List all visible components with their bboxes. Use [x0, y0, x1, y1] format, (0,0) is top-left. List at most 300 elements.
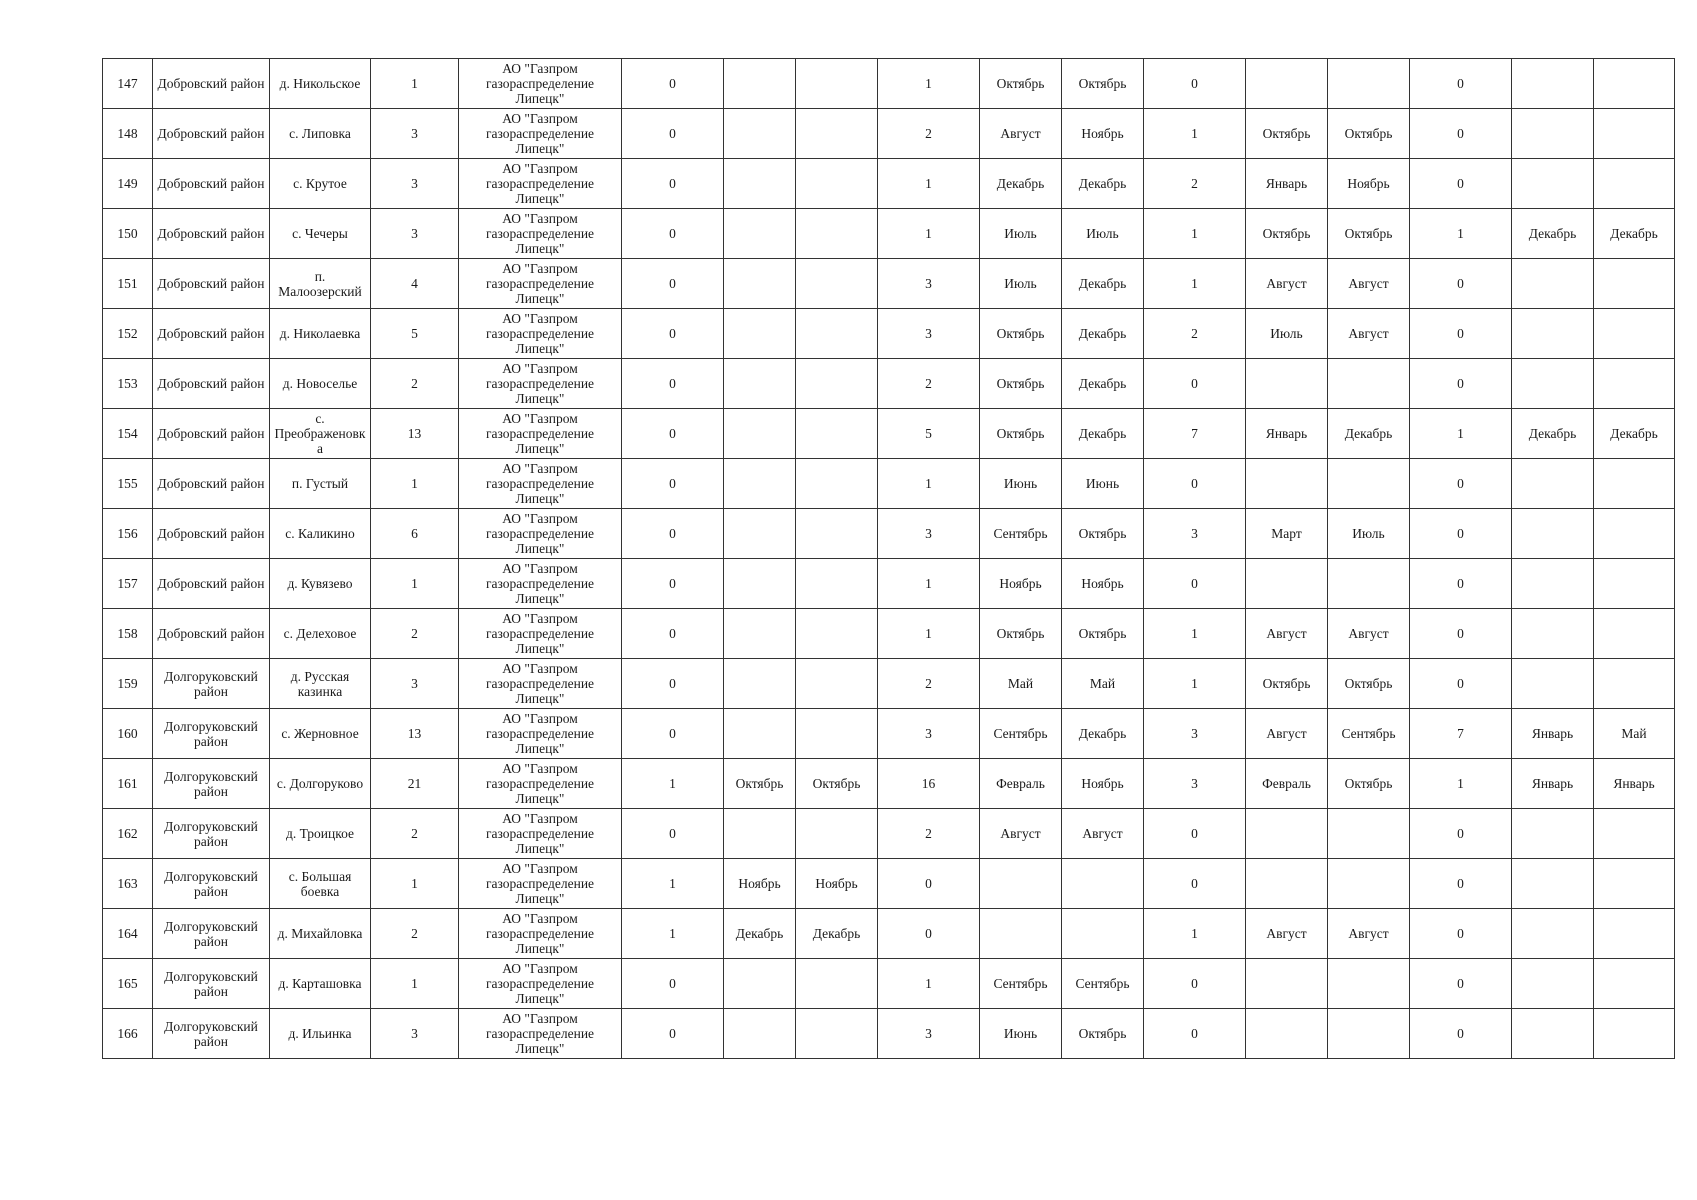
cell-stage3-end: Декабрь	[1328, 409, 1410, 459]
cell-stage1-start	[724, 259, 796, 309]
cell-stage2-count: 2	[878, 809, 980, 859]
cell-stage3-start: Август	[1246, 909, 1328, 959]
cell-stage2-start: Октябрь	[980, 59, 1062, 109]
cell-stage3-count: 1	[1144, 609, 1246, 659]
cell-settlement: с. Чечеры	[270, 209, 371, 259]
cell-row-number: 152	[103, 309, 153, 359]
cell-stage3-start: Февраль	[1246, 759, 1328, 809]
cell-total-count: 3	[371, 209, 459, 259]
cell-stage3-count: 0	[1144, 359, 1246, 409]
cell-stage2-start: Май	[980, 659, 1062, 709]
cell-stage3-start	[1246, 959, 1328, 1009]
cell-stage1-start	[724, 309, 796, 359]
cell-settlement: с. Большая боевка	[270, 859, 371, 909]
cell-organization: АО "Газпром газораспределение Липецк"	[459, 909, 622, 959]
cell-stage3-count: 0	[1144, 809, 1246, 859]
cell-settlement: д. Троицкое	[270, 809, 371, 859]
cell-stage1-count: 0	[622, 559, 724, 609]
cell-stage3-end: Октябрь	[1328, 209, 1410, 259]
cell-organization: АО "Газпром газораспределение Липецк"	[459, 59, 622, 109]
cell-settlement: д. Николаевка	[270, 309, 371, 359]
cell-stage2-start: Ноябрь	[980, 559, 1062, 609]
cell-stage2-end: Октябрь	[1062, 609, 1144, 659]
cell-organization: АО "Газпром газораспределение Липецк"	[459, 609, 622, 659]
cell-organization: АО "Газпром газораспределение Липецк"	[459, 209, 622, 259]
cell-stage2-count: 2	[878, 109, 980, 159]
cell-stage1-end: Ноябрь	[796, 859, 878, 909]
cell-stage1-start	[724, 509, 796, 559]
cell-stage2-end: Декабрь	[1062, 409, 1144, 459]
cell-stage4-start	[1512, 309, 1594, 359]
cell-settlement: с. Липовка	[270, 109, 371, 159]
cell-stage2-count: 3	[878, 1009, 980, 1059]
cell-stage4-count: 0	[1410, 959, 1512, 1009]
cell-stage1-count: 1	[622, 759, 724, 809]
cell-stage2-end: Декабрь	[1062, 159, 1144, 209]
cell-stage4-end	[1594, 309, 1675, 359]
cell-stage2-start: Июль	[980, 259, 1062, 309]
cell-stage1-end	[796, 459, 878, 509]
cell-total-count: 2	[371, 359, 459, 409]
cell-stage3-end	[1328, 359, 1410, 409]
cell-stage3-count: 3	[1144, 509, 1246, 559]
cell-stage2-end: Декабрь	[1062, 259, 1144, 309]
cell-stage3-start	[1246, 1009, 1328, 1059]
table-row	[103, 509, 1675, 559]
cell-stage4-start: Январь	[1512, 759, 1594, 809]
table-row	[103, 759, 1675, 809]
table-row	[103, 309, 1675, 359]
cell-stage4-count: 1	[1410, 759, 1512, 809]
cell-district: Добровский район	[153, 509, 270, 559]
cell-stage4-end: Декабрь	[1594, 209, 1675, 259]
cell-organization: АО "Газпром газораспределение Липецк"	[459, 159, 622, 209]
cell-stage4-start	[1512, 109, 1594, 159]
cell-total-count: 3	[371, 659, 459, 709]
cell-stage2-count: 0	[878, 909, 980, 959]
cell-row-number: 155	[103, 459, 153, 509]
cell-district: Долгоруковский район	[153, 859, 270, 909]
cell-stage2-count: 5	[878, 409, 980, 459]
cell-stage1-count: 0	[622, 159, 724, 209]
cell-stage4-count: 0	[1410, 359, 1512, 409]
cell-row-number: 166	[103, 1009, 153, 1059]
cell-stage1-end	[796, 59, 878, 109]
cell-stage3-count: 0	[1144, 1009, 1246, 1059]
cell-organization: АО "Газпром газораспределение Липецк"	[459, 859, 622, 909]
cell-stage2-start: Сентябрь	[980, 959, 1062, 1009]
cell-stage4-start	[1512, 909, 1594, 959]
cell-stage3-end: Ноябрь	[1328, 159, 1410, 209]
cell-settlement: с. Крутое	[270, 159, 371, 209]
cell-settlement: д. Ильинка	[270, 1009, 371, 1059]
cell-stage4-count: 7	[1410, 709, 1512, 759]
cell-stage4-count: 0	[1410, 59, 1512, 109]
cell-stage4-end	[1594, 259, 1675, 309]
cell-stage1-count: 0	[622, 609, 724, 659]
cell-stage2-count: 3	[878, 709, 980, 759]
cell-stage1-count: 1	[622, 859, 724, 909]
cell-stage4-start	[1512, 959, 1594, 1009]
cell-stage1-count: 0	[622, 509, 724, 559]
cell-stage4-end	[1594, 109, 1675, 159]
cell-stage3-end	[1328, 1009, 1410, 1059]
cell-stage3-count: 3	[1144, 709, 1246, 759]
cell-district: Добровский район	[153, 559, 270, 609]
cell-stage1-start	[724, 1009, 796, 1059]
cell-stage2-count: 3	[878, 509, 980, 559]
cell-stage1-start	[724, 709, 796, 759]
cell-stage2-start	[980, 859, 1062, 909]
cell-stage3-end	[1328, 559, 1410, 609]
cell-organization: АО "Газпром газораспределение Липецк"	[459, 959, 622, 1009]
cell-stage3-end: Август	[1328, 909, 1410, 959]
cell-stage4-count: 0	[1410, 809, 1512, 859]
cell-stage3-count: 1	[1144, 909, 1246, 959]
cell-stage3-end: Август	[1328, 259, 1410, 309]
cell-district: Добровский район	[153, 609, 270, 659]
cell-stage1-end	[796, 159, 878, 209]
cell-district: Добровский район	[153, 59, 270, 109]
cell-stage4-end: Январь	[1594, 759, 1675, 809]
cell-stage4-end	[1594, 459, 1675, 509]
cell-total-count: 2	[371, 809, 459, 859]
cell-stage1-count: 0	[622, 209, 724, 259]
cell-stage4-start	[1512, 609, 1594, 659]
cell-row-number: 164	[103, 909, 153, 959]
cell-settlement: с. Делеховое	[270, 609, 371, 659]
cell-stage4-start	[1512, 1009, 1594, 1059]
cell-row-number: 154	[103, 409, 153, 459]
cell-stage2-end: Июль	[1062, 209, 1144, 259]
cell-stage2-count: 1	[878, 59, 980, 109]
cell-stage1-count: 0	[622, 259, 724, 309]
cell-stage3-start: Октябрь	[1246, 659, 1328, 709]
cell-organization: АО "Газпром газораспределение Липецк"	[459, 459, 622, 509]
cell-row-number: 160	[103, 709, 153, 759]
cell-stage3-end	[1328, 959, 1410, 1009]
cell-stage4-end	[1594, 609, 1675, 659]
cell-stage2-start: Февраль	[980, 759, 1062, 809]
cell-stage4-start	[1512, 159, 1594, 209]
cell-stage2-end: Май	[1062, 659, 1144, 709]
cell-stage2-count: 1	[878, 559, 980, 609]
cell-stage4-count: 0	[1410, 459, 1512, 509]
cell-stage2-start: Июнь	[980, 1009, 1062, 1059]
cell-stage4-count: 0	[1410, 1009, 1512, 1059]
table-row	[103, 359, 1675, 409]
cell-stage1-end	[796, 209, 878, 259]
cell-stage1-start: Ноябрь	[724, 859, 796, 909]
cell-organization: АО "Газпром газораспределение Липецк"	[459, 809, 622, 859]
cell-stage4-start	[1512, 659, 1594, 709]
cell-stage2-end: Декабрь	[1062, 709, 1144, 759]
cell-stage4-end	[1594, 359, 1675, 409]
cell-stage4-end	[1594, 659, 1675, 709]
table-row	[103, 59, 1675, 109]
cell-stage3-count: 1	[1144, 109, 1246, 159]
cell-district: Добровский район	[153, 309, 270, 359]
cell-settlement: д. Русская казинка	[270, 659, 371, 709]
cell-organization: АО "Газпром газораспределение Липецк"	[459, 359, 622, 409]
cell-stage4-start	[1512, 459, 1594, 509]
cell-stage3-start: Январь	[1246, 159, 1328, 209]
cell-total-count: 1	[371, 559, 459, 609]
table-row	[103, 409, 1675, 459]
cell-settlement: д. Кувязево	[270, 559, 371, 609]
cell-stage4-start	[1512, 509, 1594, 559]
cell-stage4-count: 0	[1410, 259, 1512, 309]
cell-stage1-end	[796, 259, 878, 309]
cell-stage3-end: Октябрь	[1328, 659, 1410, 709]
table-row	[103, 259, 1675, 309]
cell-stage1-count: 0	[622, 459, 724, 509]
cell-row-number: 156	[103, 509, 153, 559]
cell-stage2-end: Ноябрь	[1062, 109, 1144, 159]
cell-total-count: 6	[371, 509, 459, 559]
cell-stage1-count: 0	[622, 409, 724, 459]
table-row	[103, 1009, 1675, 1059]
cell-total-count: 4	[371, 259, 459, 309]
cell-stage3-start	[1246, 809, 1328, 859]
cell-stage4-end	[1594, 1009, 1675, 1059]
cell-stage3-start: Июль	[1246, 309, 1328, 359]
table-row	[103, 459, 1675, 509]
cell-stage1-count: 0	[622, 109, 724, 159]
cell-district: Долгоруковский район	[153, 959, 270, 1009]
cell-settlement: с. Каликино	[270, 509, 371, 559]
cell-stage3-start	[1246, 359, 1328, 409]
cell-organization: АО "Газпром газораспределение Липецк"	[459, 1009, 622, 1059]
cell-total-count: 2	[371, 609, 459, 659]
cell-stage4-count: 0	[1410, 859, 1512, 909]
cell-stage2-end: Ноябрь	[1062, 559, 1144, 609]
cell-stage2-end: Октябрь	[1062, 509, 1144, 559]
cell-stage4-end	[1594, 509, 1675, 559]
cell-stage1-end	[796, 309, 878, 359]
cell-stage1-count: 0	[622, 359, 724, 409]
cell-stage4-end: Май	[1594, 709, 1675, 759]
cell-stage1-end	[796, 709, 878, 759]
cell-district: Долгоруковский район	[153, 759, 270, 809]
cell-stage3-count: 0	[1144, 959, 1246, 1009]
table-row	[103, 959, 1675, 1009]
cell-district: Долгоруковский район	[153, 1009, 270, 1059]
cell-stage1-end	[796, 959, 878, 1009]
cell-stage1-start	[724, 159, 796, 209]
cell-total-count: 5	[371, 309, 459, 359]
cell-row-number: 165	[103, 959, 153, 1009]
cell-stage2-count: 16	[878, 759, 980, 809]
cell-stage2-end: Сентябрь	[1062, 959, 1144, 1009]
cell-organization: АО "Газпром газораспределение Липецк"	[459, 509, 622, 559]
cell-district: Добровский район	[153, 159, 270, 209]
cell-stage3-end: Август	[1328, 309, 1410, 359]
cell-stage4-start	[1512, 359, 1594, 409]
cell-total-count: 1	[371, 959, 459, 1009]
cell-stage2-start: Октябрь	[980, 409, 1062, 459]
cell-total-count: 3	[371, 159, 459, 209]
cell-stage4-count: 0	[1410, 159, 1512, 209]
cell-district: Добровский район	[153, 359, 270, 409]
table-row	[103, 909, 1675, 959]
table-row	[103, 209, 1675, 259]
cell-stage3-count: 0	[1144, 59, 1246, 109]
cell-total-count: 3	[371, 1009, 459, 1059]
cell-stage1-end: Октябрь	[796, 759, 878, 809]
cell-stage3-count: 1	[1144, 209, 1246, 259]
cell-row-number: 153	[103, 359, 153, 409]
cell-stage1-start	[724, 609, 796, 659]
cell-row-number: 163	[103, 859, 153, 909]
cell-stage1-start	[724, 809, 796, 859]
cell-stage1-end	[796, 559, 878, 609]
cell-stage4-end	[1594, 59, 1675, 109]
cell-stage2-end: Декабрь	[1062, 359, 1144, 409]
cell-stage1-end	[796, 359, 878, 409]
cell-row-number: 151	[103, 259, 153, 309]
cell-stage4-start	[1512, 859, 1594, 909]
cell-stage1-end	[796, 509, 878, 559]
cell-total-count: 13	[371, 409, 459, 459]
cell-stage1-count: 0	[622, 659, 724, 709]
cell-district: Добровский район	[153, 209, 270, 259]
table-row	[103, 159, 1675, 209]
cell-stage3-start: Август	[1246, 609, 1328, 659]
cell-row-number: 147	[103, 59, 153, 109]
cell-stage2-end	[1062, 859, 1144, 909]
cell-stage2-count: 0	[878, 859, 980, 909]
gasification-schedule-table	[102, 58, 1675, 1059]
cell-stage3-end	[1328, 59, 1410, 109]
cell-stage3-start	[1246, 859, 1328, 909]
cell-settlement: д. Новоселье	[270, 359, 371, 409]
cell-stage2-count: 1	[878, 159, 980, 209]
cell-organization: АО "Газпром газораспределение Липецк"	[459, 559, 622, 609]
cell-stage3-end: Сентябрь	[1328, 709, 1410, 759]
cell-stage1-count: 0	[622, 309, 724, 359]
cell-stage4-count: 0	[1410, 659, 1512, 709]
table-row	[103, 109, 1675, 159]
cell-stage3-start: Январь	[1246, 409, 1328, 459]
cell-settlement: с. Преображеновка	[270, 409, 371, 459]
cell-stage2-count: 2	[878, 659, 980, 709]
cell-stage4-end: Декабрь	[1594, 409, 1675, 459]
cell-total-count: 21	[371, 759, 459, 809]
cell-stage3-start: Март	[1246, 509, 1328, 559]
cell-organization: АО "Газпром газораспределение Липецк"	[459, 109, 622, 159]
cell-stage2-start	[980, 909, 1062, 959]
cell-stage1-end	[796, 409, 878, 459]
cell-stage3-end	[1328, 859, 1410, 909]
cell-settlement: с. Жерновное	[270, 709, 371, 759]
cell-stage3-start: Октябрь	[1246, 209, 1328, 259]
cell-row-number: 158	[103, 609, 153, 659]
cell-stage4-count: 0	[1410, 909, 1512, 959]
cell-stage2-start: Декабрь	[980, 159, 1062, 209]
cell-settlement: д. Карташовка	[270, 959, 371, 1009]
cell-row-number: 150	[103, 209, 153, 259]
cell-stage1-end	[796, 659, 878, 709]
cell-row-number: 148	[103, 109, 153, 159]
cell-stage4-start: Январь	[1512, 709, 1594, 759]
cell-stage2-count: 1	[878, 959, 980, 1009]
cell-stage2-start: Август	[980, 109, 1062, 159]
cell-row-number: 159	[103, 659, 153, 709]
cell-stage3-end	[1328, 459, 1410, 509]
table-row	[103, 709, 1675, 759]
cell-stage2-end: Июнь	[1062, 459, 1144, 509]
cell-stage1-start	[724, 59, 796, 109]
cell-stage3-end: Август	[1328, 609, 1410, 659]
cell-stage3-end: Октябрь	[1328, 109, 1410, 159]
cell-stage4-end	[1594, 959, 1675, 1009]
cell-stage2-start: Август	[980, 809, 1062, 859]
cell-stage3-start: Август	[1246, 259, 1328, 309]
cell-stage4-count: 1	[1410, 409, 1512, 459]
cell-stage2-count: 1	[878, 209, 980, 259]
cell-stage1-end	[796, 109, 878, 159]
cell-stage1-count: 0	[622, 59, 724, 109]
cell-stage3-start: Октябрь	[1246, 109, 1328, 159]
cell-stage3-end: Октябрь	[1328, 759, 1410, 809]
cell-stage1-start	[724, 559, 796, 609]
cell-stage2-count: 3	[878, 309, 980, 359]
cell-stage4-end	[1594, 559, 1675, 609]
cell-stage1-start	[724, 109, 796, 159]
cell-organization: АО "Газпром газораспределение Липецк"	[459, 309, 622, 359]
cell-stage4-start	[1512, 59, 1594, 109]
cell-stage3-end: Июль	[1328, 509, 1410, 559]
cell-total-count: 1	[371, 859, 459, 909]
cell-stage2-end	[1062, 909, 1144, 959]
cell-stage1-start	[724, 659, 796, 709]
cell-stage3-count: 7	[1144, 409, 1246, 459]
cell-stage4-count: 1	[1410, 209, 1512, 259]
cell-stage1-start	[724, 359, 796, 409]
cell-stage3-count: 0	[1144, 559, 1246, 609]
cell-stage1-start: Октябрь	[724, 759, 796, 809]
cell-settlement: п. Малоозерский	[270, 259, 371, 309]
cell-stage1-end	[796, 809, 878, 859]
cell-organization: АО "Газпром газораспределение Липецк"	[459, 409, 622, 459]
cell-organization: АО "Газпром газораспределение Липецк"	[459, 759, 622, 809]
cell-stage2-count: 1	[878, 459, 980, 509]
cell-stage2-start: Сентябрь	[980, 509, 1062, 559]
cell-stage3-count: 0	[1144, 859, 1246, 909]
cell-stage1-count: 0	[622, 1009, 724, 1059]
cell-stage2-start: Сентябрь	[980, 709, 1062, 759]
cell-stage1-count: 1	[622, 909, 724, 959]
cell-district: Долгоруковский район	[153, 659, 270, 709]
table-row	[103, 809, 1675, 859]
cell-stage1-count: 0	[622, 709, 724, 759]
cell-stage3-start: Август	[1246, 709, 1328, 759]
cell-stage1-start: Декабрь	[724, 909, 796, 959]
cell-stage3-count: 1	[1144, 659, 1246, 709]
cell-row-number: 149	[103, 159, 153, 209]
cell-settlement: д. Никольское	[270, 59, 371, 109]
cell-stage4-start: Декабрь	[1512, 409, 1594, 459]
cell-stage2-end: Декабрь	[1062, 309, 1144, 359]
cell-stage2-end: Ноябрь	[1062, 759, 1144, 809]
cell-stage4-start: Декабрь	[1512, 209, 1594, 259]
cell-stage2-start: Октябрь	[980, 609, 1062, 659]
cell-stage2-start: Октябрь	[980, 309, 1062, 359]
cell-stage3-count: 2	[1144, 159, 1246, 209]
cell-stage4-end	[1594, 859, 1675, 909]
table-row	[103, 559, 1675, 609]
